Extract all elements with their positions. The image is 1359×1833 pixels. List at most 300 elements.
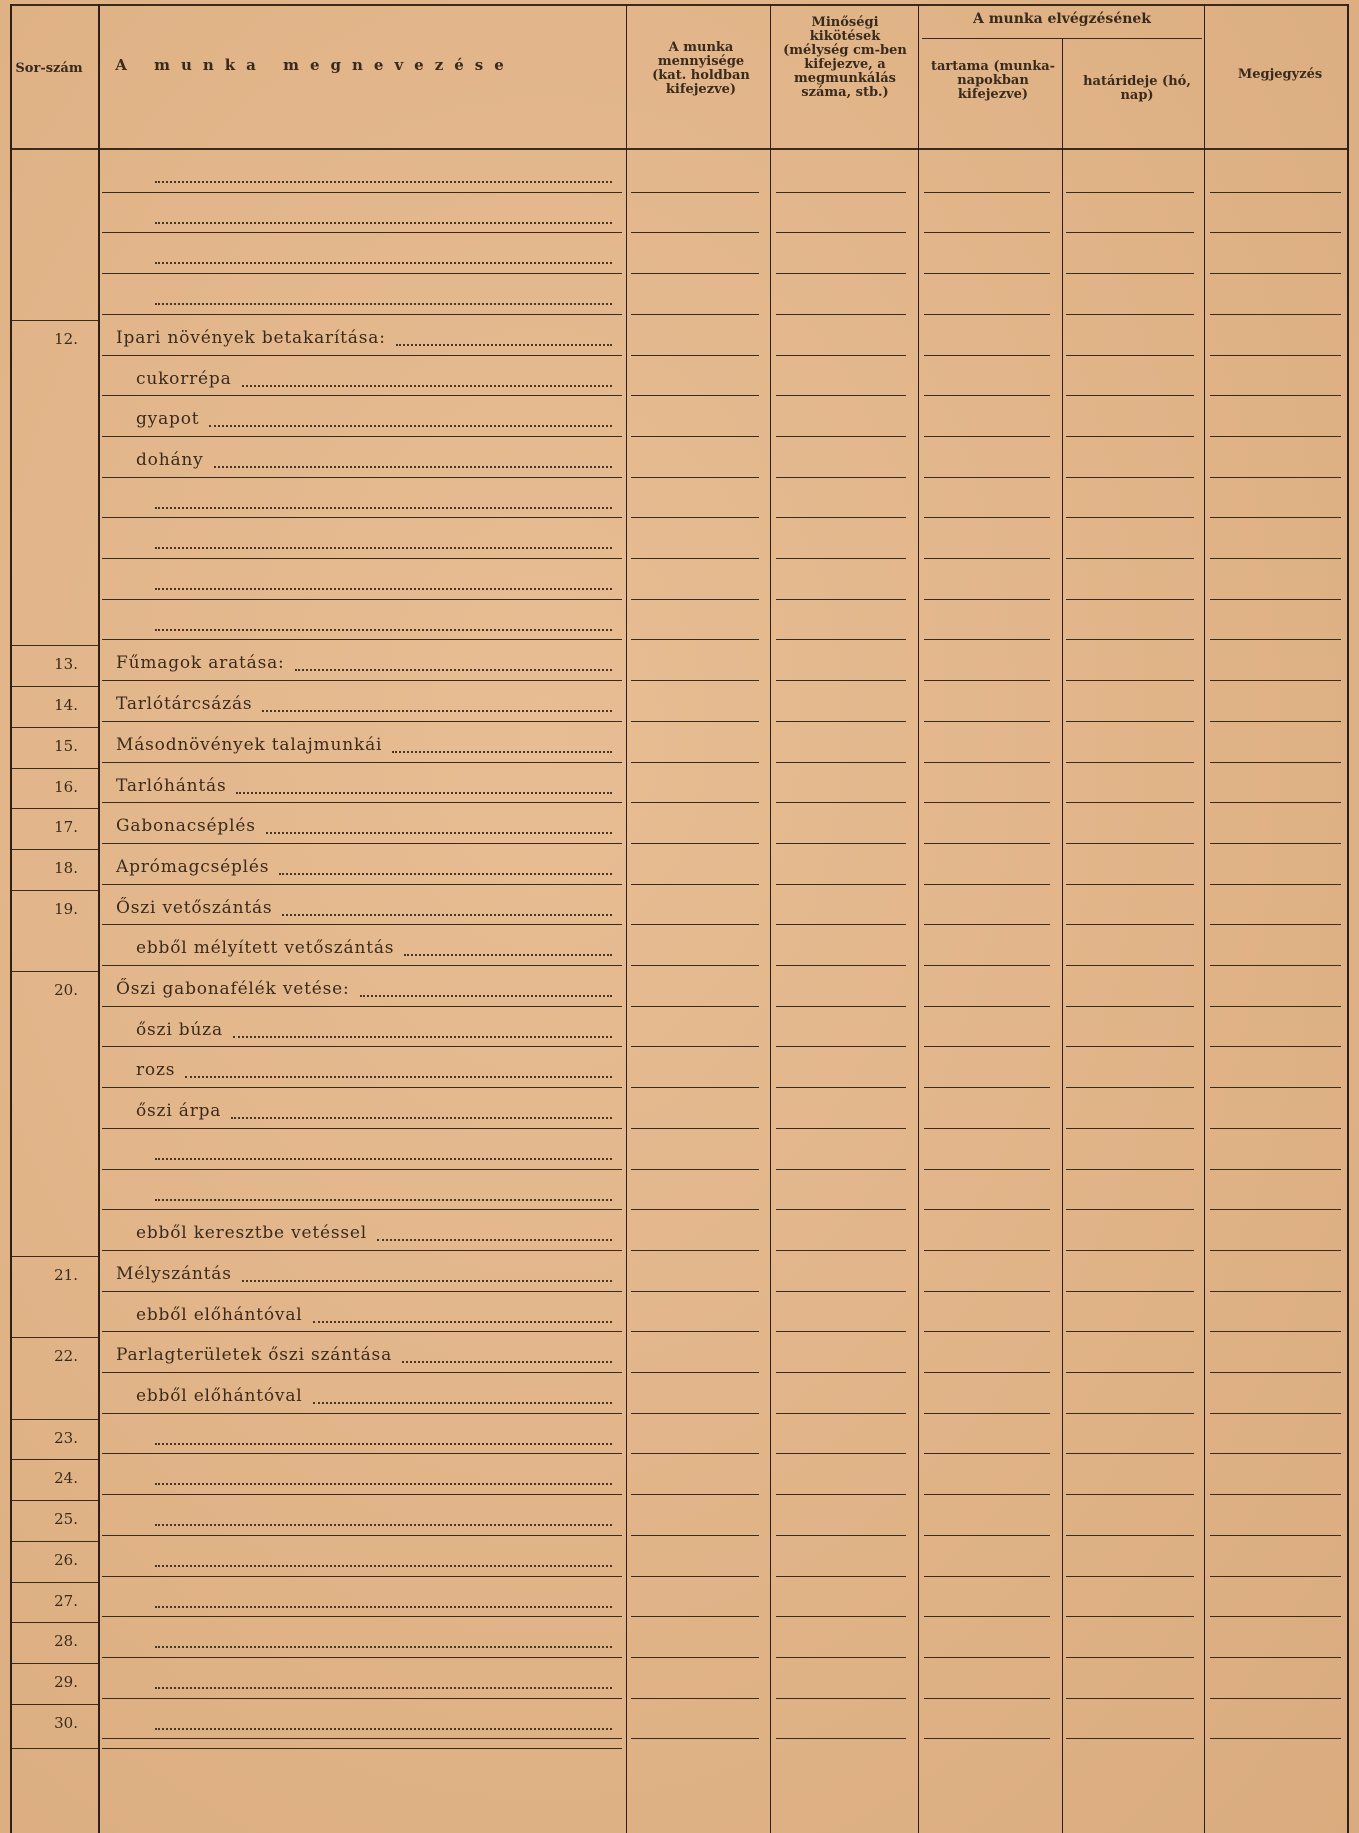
row-number-divider: [12, 1541, 98, 1542]
dotted-leader: [155, 629, 612, 631]
row-label: rozs: [136, 1060, 176, 1081]
answer-line[interactable]: [631, 639, 759, 640]
answer-line[interactable]: [1066, 517, 1194, 518]
answer-line[interactable]: [1066, 1087, 1194, 1088]
header-mennyiseg: [648, 41, 754, 97]
answer-line[interactable]: [631, 1698, 759, 1699]
answer-line[interactable]: [924, 1453, 1050, 1454]
answer-line[interactable]: [1066, 1535, 1194, 1536]
row-divider: [102, 1046, 622, 1047]
column-divider-2: [626, 4, 627, 1833]
row-divider: [102, 843, 622, 844]
answer-line[interactable]: [776, 558, 906, 559]
row-divider: [102, 1128, 622, 1129]
answer-line[interactable]: [924, 477, 1050, 478]
answer-line[interactable]: [1210, 1250, 1341, 1251]
answer-line[interactable]: [1066, 192, 1194, 193]
row-number-divider: [12, 849, 98, 850]
answer-line[interactable]: [1210, 192, 1341, 193]
answer-line[interactable]: [1066, 965, 1194, 966]
column-divider-4: [918, 4, 919, 1833]
row-divider: [102, 232, 622, 233]
answer-line[interactable]: [776, 273, 906, 274]
answer-line[interactable]: [776, 680, 906, 681]
answer-line[interactable]: [924, 924, 1050, 925]
answer-line[interactable]: [776, 477, 906, 478]
answer-line[interactable]: [924, 680, 1050, 681]
answer-line[interactable]: [1210, 1087, 1341, 1088]
answer-line[interactable]: [924, 721, 1050, 722]
answer-line[interactable]: [1066, 762, 1194, 763]
answer-line[interactable]: [924, 1698, 1050, 1699]
answer-line[interactable]: [776, 1616, 906, 1617]
dotted-leader: [155, 303, 612, 305]
answer-line[interactable]: [776, 1128, 906, 1129]
answer-line[interactable]: [776, 965, 906, 966]
answer-line[interactable]: [1210, 314, 1341, 315]
answer-line[interactable]: [1066, 232, 1194, 233]
dotted-leader: [313, 1321, 612, 1323]
answer-line[interactable]: [1066, 1657, 1194, 1658]
answer-line[interactable]: [776, 843, 906, 844]
answer-line[interactable]: [924, 232, 1050, 233]
row-divider: [102, 599, 622, 600]
answer-line[interactable]: [776, 355, 906, 356]
header-megnevezes: [100, 58, 530, 72]
answer-line[interactable]: [1210, 273, 1341, 274]
answer-line[interactable]: [776, 1331, 906, 1332]
answer-line[interactable]: [776, 1698, 906, 1699]
answer-line[interactable]: [1210, 1657, 1341, 1658]
answer-line[interactable]: [631, 1576, 759, 1577]
column-divider-3: [770, 4, 771, 1833]
row-divider: [102, 1413, 622, 1414]
answer-line[interactable]: [924, 1657, 1050, 1658]
answer-line[interactable]: [924, 1413, 1050, 1414]
answer-line[interactable]: [776, 884, 906, 885]
answer-line[interactable]: [1066, 1169, 1194, 1170]
row-number-divider: [12, 1256, 98, 1257]
dotted-leader: [242, 1280, 612, 1282]
answer-line[interactable]: [1066, 1006, 1194, 1007]
header-sorszam: [14, 62, 84, 76]
row-divider: [102, 680, 622, 681]
answer-line[interactable]: [924, 1006, 1050, 1007]
answer-line[interactable]: [776, 1006, 906, 1007]
answer-line[interactable]: [1066, 1331, 1194, 1332]
answer-line[interactable]: [1066, 721, 1194, 722]
answer-line[interactable]: [924, 558, 1050, 559]
table-right-border: [1347, 4, 1349, 1833]
answer-line[interactable]: [1210, 558, 1341, 559]
answer-line[interactable]: [776, 436, 906, 437]
answer-line[interactable]: [924, 436, 1050, 437]
row-label: Mélyszántás: [116, 1263, 232, 1284]
answer-line[interactable]: [776, 1657, 906, 1658]
answer-line[interactable]: [776, 1413, 906, 1414]
dotted-leader: [155, 1199, 612, 1201]
answer-line[interactable]: [631, 1006, 759, 1007]
answer-line[interactable]: [776, 1372, 906, 1373]
answer-line[interactable]: [1210, 639, 1341, 640]
row-number: 22.: [54, 1347, 78, 1366]
answer-line[interactable]: [631, 802, 759, 803]
answer-line[interactable]: [1066, 599, 1194, 600]
answer-line[interactable]: [924, 762, 1050, 763]
column-divider-1: [98, 4, 100, 1833]
answer-line[interactable]: [1066, 436, 1194, 437]
answer-line[interactable]: [631, 558, 759, 559]
answer-line[interactable]: [924, 639, 1050, 640]
answer-line[interactable]: [631, 232, 759, 233]
dotted-leader: [242, 385, 612, 387]
answer-line[interactable]: [1066, 1616, 1194, 1617]
answer-line[interactable]: [631, 1250, 759, 1251]
row-number: 20.: [54, 981, 78, 999]
answer-line[interactable]: [924, 1331, 1050, 1332]
answer-line[interactable]: [1066, 1453, 1194, 1454]
row-divider: [102, 1748, 622, 1749]
answer-line[interactable]: [1210, 1698, 1341, 1699]
answer-line[interactable]: [776, 1576, 906, 1577]
answer-line[interactable]: [776, 721, 906, 722]
row-label: Tarlóhántás: [116, 775, 227, 796]
row-number-divider: [12, 768, 98, 769]
row-number: 16.: [54, 777, 78, 796]
row-divider: [102, 395, 622, 396]
answer-line[interactable]: [776, 1291, 906, 1292]
answer-line[interactable]: [631, 1291, 759, 1292]
answer-line[interactable]: [1210, 843, 1341, 844]
answer-line[interactable]: [1066, 1494, 1194, 1495]
answer-line[interactable]: [1210, 1453, 1341, 1454]
row-number-divider: [12, 1704, 98, 1705]
dotted-leader: [236, 792, 612, 794]
row-number-divider: [12, 808, 98, 809]
answer-line[interactable]: [631, 1087, 759, 1088]
dotted-leader: [155, 1646, 612, 1648]
answer-line[interactable]: [1210, 1169, 1341, 1170]
answer-line[interactable]: [924, 1250, 1050, 1251]
row-number: 28.: [54, 1632, 78, 1651]
row-label: őszi búza: [136, 1019, 223, 1040]
answer-line[interactable]: [1210, 802, 1341, 803]
header-megnevezes-label: A munka megnevezése: [115, 56, 515, 74]
answer-line[interactable]: [776, 924, 906, 925]
answer-line[interactable]: [1066, 273, 1194, 274]
row-divider: [102, 721, 622, 722]
header-mennyiseg-label: A munka mennyisége (kat. holdban kifejezve): [652, 40, 750, 97]
row-number-divider: [12, 1459, 98, 1460]
row-label: Másodnövények talajmunkái: [116, 734, 383, 755]
answer-line[interactable]: [776, 1209, 906, 1210]
row-divider: [102, 1738, 622, 1739]
answer-line[interactable]: [1210, 477, 1341, 478]
answer-line[interactable]: [631, 1209, 759, 1210]
answer-line[interactable]: [631, 395, 759, 396]
row-label: Fűmagok aratása:: [116, 653, 285, 674]
answer-line[interactable]: [631, 1657, 759, 1658]
answer-line[interactable]: [1210, 1738, 1341, 1739]
answer-line[interactable]: [924, 1087, 1050, 1088]
answer-line[interactable]: [631, 599, 759, 600]
answer-line[interactable]: [1066, 1372, 1194, 1373]
answer-line[interactable]: [1210, 1331, 1341, 1332]
row-number: 13.: [54, 655, 78, 674]
answer-line[interactable]: [1210, 1291, 1341, 1292]
answer-line[interactable]: [631, 1413, 759, 1414]
answer-line[interactable]: [924, 599, 1050, 600]
row-number: 30.: [54, 1713, 78, 1732]
answer-line[interactable]: [631, 721, 759, 722]
answer-line[interactable]: [1210, 1535, 1341, 1536]
answer-line[interactable]: [924, 355, 1050, 356]
dotted-leader: [266, 832, 612, 834]
row-label: Aprómagcséplés: [116, 856, 270, 877]
answer-line[interactable]: [924, 314, 1050, 315]
row-divider: [102, 1291, 622, 1292]
answer-line[interactable]: [1210, 1494, 1341, 1495]
answer-line[interactable]: [1210, 924, 1341, 925]
answer-line[interactable]: [776, 1453, 906, 1454]
row-number: 15.: [54, 736, 78, 755]
header-elvegzes: [922, 12, 1202, 26]
answer-line[interactable]: [1210, 517, 1341, 518]
answer-line[interactable]: [1210, 355, 1341, 356]
answer-line[interactable]: [631, 436, 759, 437]
row-divider: [102, 314, 622, 315]
answer-line[interactable]: [776, 232, 906, 233]
answer-line[interactable]: [776, 314, 906, 315]
answer-line[interactable]: [776, 599, 906, 600]
answer-line[interactable]: [631, 273, 759, 274]
answer-line[interactable]: [631, 843, 759, 844]
answer-line[interactable]: [631, 884, 759, 885]
row-label: gyapot: [136, 409, 200, 430]
answer-line[interactable]: [631, 1046, 759, 1047]
answer-line[interactable]: [1210, 1413, 1341, 1414]
answer-line[interactable]: [924, 1576, 1050, 1577]
row-divider: [102, 1372, 622, 1373]
dotted-leader: [155, 1728, 612, 1730]
row-divider: [102, 1576, 622, 1577]
dotted-leader: [262, 710, 612, 712]
answer-line[interactable]: [776, 517, 906, 518]
row-number: 19.: [54, 899, 78, 918]
answer-line[interactable]: [1066, 1698, 1194, 1699]
dotted-leader: [155, 1565, 612, 1567]
answer-line[interactable]: [1210, 1046, 1341, 1047]
row-number-divider: [12, 971, 98, 972]
answer-line[interactable]: [776, 1494, 906, 1495]
header-elvegzes-label: A munka elvégzésének: [972, 11, 1152, 27]
answer-line[interactable]: [924, 1372, 1050, 1373]
answer-line[interactable]: [631, 192, 759, 193]
row-divider: [102, 192, 622, 193]
dotted-leader: [155, 1606, 612, 1608]
answer-line[interactable]: [631, 355, 759, 356]
dotted-leader: [155, 262, 612, 264]
answer-line[interactable]: [924, 884, 1050, 885]
row-divider: [102, 1087, 622, 1088]
table-top-border: [10, 4, 1349, 6]
answer-line[interactable]: [1066, 314, 1194, 315]
header-minosegi-label: Minőségi kikötések (mélység cm-ben kifejezve, a megmunkálás száma, stb.): [783, 15, 907, 100]
answer-line[interactable]: [924, 802, 1050, 803]
answer-line[interactable]: [1066, 395, 1194, 396]
row-label: ebből előhántóval: [136, 1386, 303, 1406]
answer-line[interactable]: [1066, 477, 1194, 478]
answer-line[interactable]: [1210, 1209, 1341, 1210]
row-label: cukorrépa: [136, 368, 232, 389]
answer-line[interactable]: [1066, 1291, 1194, 1292]
row-label: Őszi vetőszántás: [116, 897, 273, 918]
answer-line[interactable]: [1210, 395, 1341, 396]
dotted-leader: [233, 1036, 612, 1038]
answer-line[interactable]: [631, 1128, 759, 1129]
answer-line[interactable]: [631, 1453, 759, 1454]
answer-line[interactable]: [631, 1331, 759, 1332]
answer-line[interactable]: [631, 680, 759, 681]
answer-line[interactable]: [1066, 1413, 1194, 1414]
answer-line[interactable]: [631, 517, 759, 518]
column-divider-6: [1204, 4, 1205, 1833]
answer-line[interactable]: [1210, 965, 1341, 966]
answer-line[interactable]: [776, 1087, 906, 1088]
row-label: Gabonacséplés: [116, 816, 256, 837]
row-divider: [102, 1494, 622, 1495]
answer-line[interactable]: [1066, 884, 1194, 885]
answer-line[interactable]: [776, 1738, 906, 1739]
row-number-divider: [12, 1582, 98, 1583]
column-divider-5: [1062, 38, 1063, 1833]
answer-line[interactable]: [924, 395, 1050, 396]
answer-line[interactable]: [924, 843, 1050, 844]
answer-line[interactable]: [924, 1494, 1050, 1495]
row-number: 21.: [54, 1265, 78, 1284]
answer-line[interactable]: [1066, 802, 1194, 803]
answer-line[interactable]: [1210, 1616, 1341, 1617]
row-label: dohány: [136, 449, 204, 470]
header-megjegyzes-label: Megjegyzés: [1237, 67, 1323, 82]
answer-line[interactable]: [924, 192, 1050, 193]
answer-line[interactable]: [924, 1738, 1050, 1739]
answer-line[interactable]: [776, 639, 906, 640]
answer-line[interactable]: [776, 1535, 906, 1536]
answer-line[interactable]: [924, 273, 1050, 274]
answer-line[interactable]: [924, 965, 1050, 966]
answer-line[interactable]: [1210, 1576, 1341, 1577]
answer-line[interactable]: [631, 1494, 759, 1495]
answer-line[interactable]: [1066, 1046, 1194, 1047]
answer-line[interactable]: [1066, 1738, 1194, 1739]
answer-line[interactable]: [1210, 884, 1341, 885]
dotted-leader: [185, 1076, 612, 1078]
answer-line[interactable]: [1066, 1576, 1194, 1577]
answer-line[interactable]: [631, 1372, 759, 1373]
row-divider: [102, 1331, 622, 1332]
row-divider: [102, 1535, 622, 1536]
header-tartama: [928, 60, 1058, 102]
answer-line[interactable]: [1066, 639, 1194, 640]
answer-line[interactable]: [1066, 558, 1194, 559]
answer-line[interactable]: [1066, 680, 1194, 681]
answer-line[interactable]: [631, 924, 759, 925]
answer-line[interactable]: [1210, 721, 1341, 722]
answer-line[interactable]: [924, 1291, 1050, 1292]
row-label: ebből előhántóval: [136, 1304, 303, 1325]
answer-line[interactable]: [1210, 1006, 1341, 1007]
answer-line[interactable]: [924, 1535, 1050, 1536]
dotted-leader: [402, 1361, 612, 1363]
answer-line[interactable]: [631, 314, 759, 315]
answer-line[interactable]: [924, 1616, 1050, 1617]
table-left-border: [10, 4, 12, 1833]
row-divider: [102, 273, 622, 274]
answer-line[interactable]: [1066, 355, 1194, 356]
dotted-leader: [279, 873, 612, 875]
answer-line[interactable]: [924, 1046, 1050, 1047]
row-label: ebből keresztbe vetéssel: [136, 1223, 368, 1244]
dotted-leader: [155, 1524, 612, 1526]
answer-line[interactable]: [631, 965, 759, 966]
answer-line[interactable]: [1066, 1250, 1194, 1251]
answer-line[interactable]: [1210, 680, 1341, 681]
answer-line[interactable]: [631, 1738, 759, 1739]
answer-line[interactable]: [631, 762, 759, 763]
row-label: Parlagterületek őszi szántása: [116, 1345, 392, 1366]
answer-line[interactable]: [1210, 599, 1341, 600]
row-number: 14.: [54, 696, 78, 715]
answer-line[interactable]: [631, 477, 759, 478]
answer-line[interactable]: [776, 1169, 906, 1170]
row-number-divider: [12, 1622, 98, 1623]
row-divider: [102, 1250, 622, 1251]
answer-line[interactable]: [776, 762, 906, 763]
answer-line[interactable]: [1210, 232, 1341, 233]
answer-line[interactable]: [631, 1535, 759, 1536]
row-divider: [102, 1006, 622, 1007]
answer-line[interactable]: [1210, 436, 1341, 437]
dotted-leader: [295, 669, 612, 671]
answer-line[interactable]: [1066, 1209, 1194, 1210]
answer-line[interactable]: [1210, 1128, 1341, 1129]
row-number-divider: [12, 890, 98, 891]
answer-line[interactable]: [1210, 1372, 1341, 1373]
answer-line[interactable]: [631, 1169, 759, 1170]
dotted-leader: [396, 344, 612, 346]
dotted-leader: [282, 914, 612, 916]
answer-line[interactable]: [1066, 843, 1194, 844]
answer-line[interactable]: [924, 1209, 1050, 1210]
dotted-leader: [360, 995, 612, 997]
answer-line[interactable]: [1066, 1128, 1194, 1129]
answer-line[interactable]: [776, 802, 906, 803]
answer-line[interactable]: [924, 1169, 1050, 1170]
answer-line[interactable]: [631, 1616, 759, 1617]
row-divider: [102, 924, 622, 925]
row-label: Ipari növények betakarítása:: [116, 327, 386, 348]
answer-line[interactable]: [1210, 762, 1341, 763]
answer-line[interactable]: [776, 395, 906, 396]
dotted-leader: [155, 181, 612, 183]
answer-line[interactable]: [776, 192, 906, 193]
answer-line[interactable]: [924, 1128, 1050, 1129]
answer-line[interactable]: [776, 1250, 906, 1251]
answer-line[interactable]: [776, 1046, 906, 1047]
answer-line[interactable]: [924, 517, 1050, 518]
answer-line[interactable]: [1066, 924, 1194, 925]
